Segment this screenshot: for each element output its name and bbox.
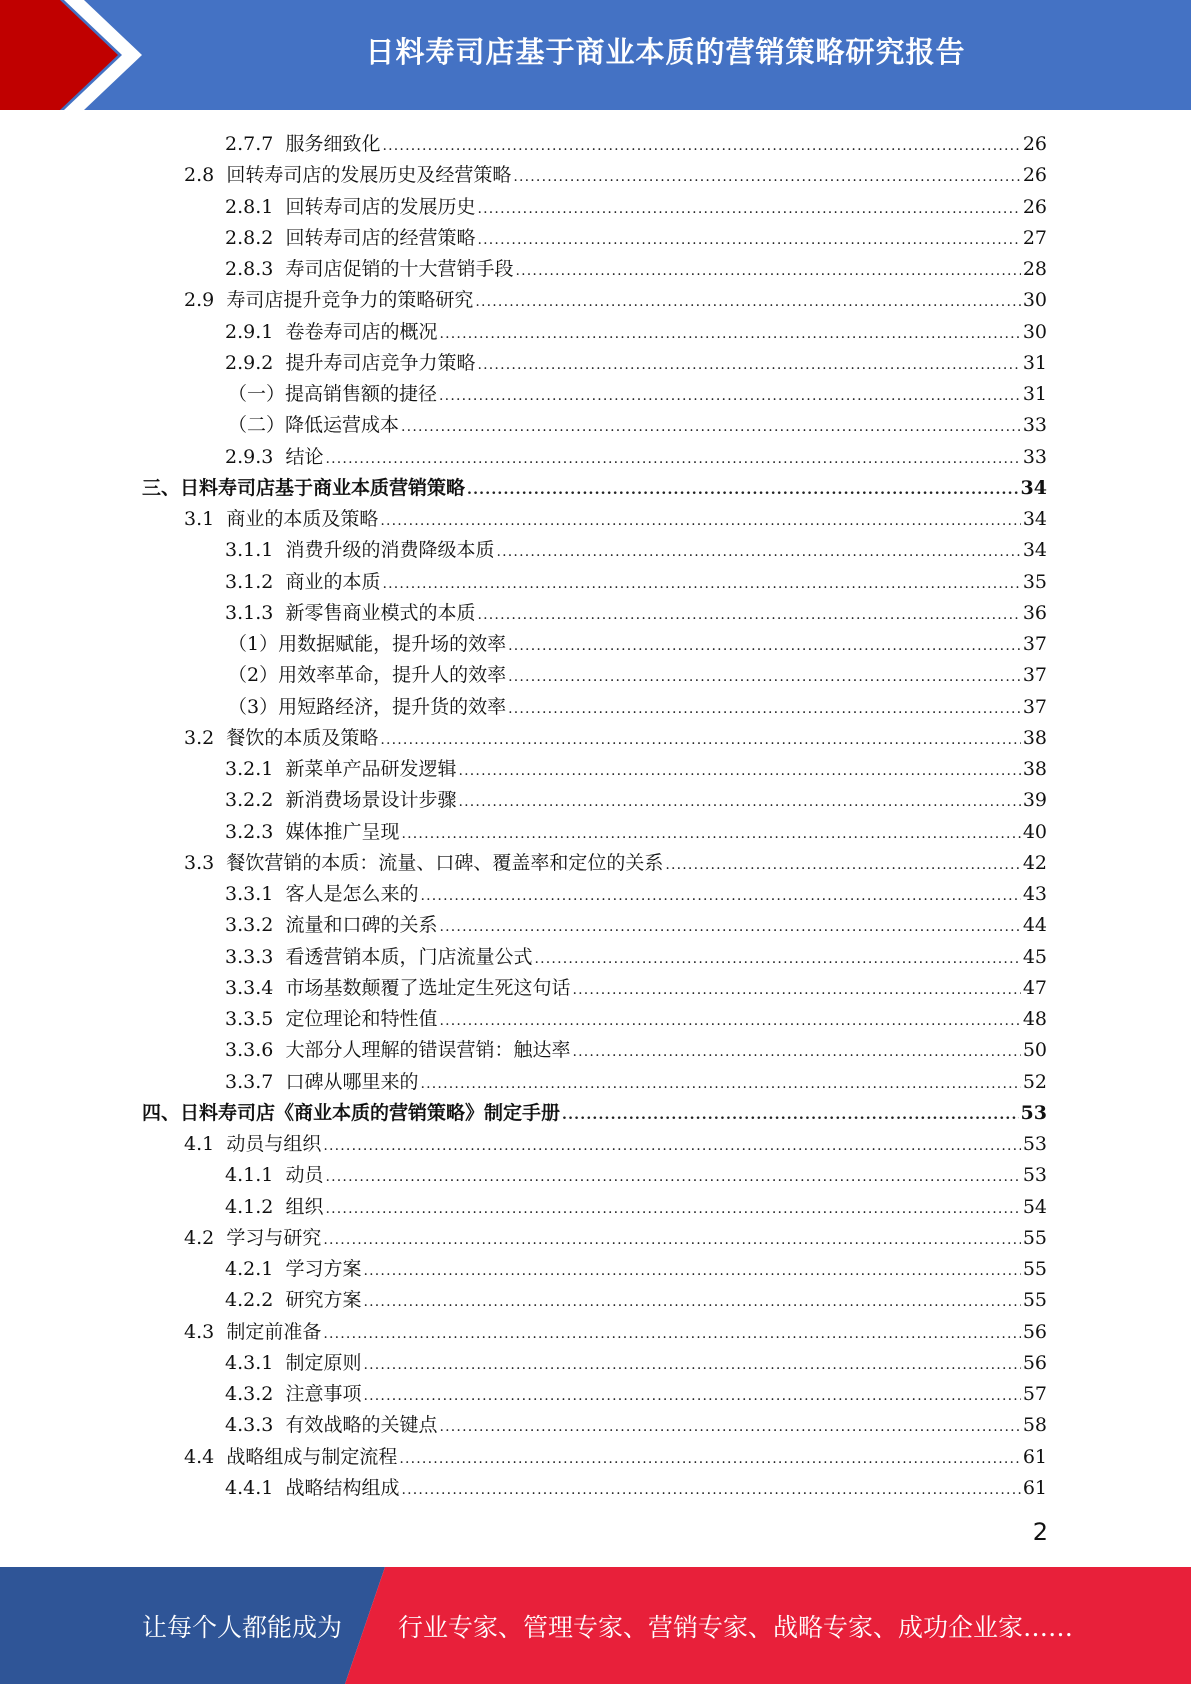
toc-entry-title: 新菜单产品研发逻辑 bbox=[285, 758, 457, 780]
toc-entry-number: 3.2.2 bbox=[225, 789, 274, 812]
toc-entry[interactable] bbox=[184, 723, 1047, 754]
toc-entry-number: 2.8.1 bbox=[225, 195, 274, 218]
toc-entry-title: 降低运营成本 bbox=[285, 414, 400, 437]
toc-entry-page: 31 bbox=[1022, 351, 1047, 374]
toc-entry[interactable] bbox=[142, 473, 1047, 504]
toc-entry-number: 3.1.2 bbox=[225, 570, 274, 593]
toc-entry[interactable] bbox=[184, 1129, 1047, 1160]
toc-dot-leader bbox=[572, 1037, 1020, 1068]
footer-slogan-list: 行业专家、管理专家、营销专家、战略专家、成功企业家…… bbox=[398, 1612, 1074, 1642]
toc-entry-page: 61 bbox=[1022, 1476, 1047, 1499]
toc-entry-page: 55 bbox=[1022, 1289, 1047, 1312]
toc-entry-number: 3.3 bbox=[184, 851, 215, 874]
toc-entry-page: 33 bbox=[1022, 445, 1047, 468]
toc-entry[interactable] bbox=[225, 192, 1047, 223]
toc-entry-title: 有效战略的关键点 bbox=[285, 1414, 438, 1437]
toc-entry-title: 回转寿司店的经营策略 bbox=[285, 226, 476, 249]
toc-entry-title: 战略结构组成 bbox=[285, 1476, 400, 1499]
toc-dot-leader bbox=[665, 850, 1020, 881]
toc-entry[interactable] bbox=[228, 410, 1047, 441]
toc-entry-number: 3.3.5 bbox=[225, 1008, 274, 1030]
toc-entry-number: 3.2.3 bbox=[225, 820, 274, 843]
toc-entry-page: 50 bbox=[1022, 1039, 1047, 1062]
toc-dot-leader bbox=[508, 631, 1021, 662]
toc-entry[interactable] bbox=[225, 942, 1047, 973]
toc-entry-page: 56 bbox=[1022, 1351, 1047, 1374]
toc-entry-title: 结论 bbox=[285, 445, 324, 468]
toc-entry-title: 餐饮营销的本质：流量、口碑、覆盖率和定位的关系 bbox=[226, 851, 664, 874]
toc-dot-leader bbox=[363, 1287, 1020, 1318]
toc-entry[interactable] bbox=[225, 317, 1047, 348]
toc-entry-number: 3.1.1 bbox=[225, 539, 274, 562]
toc-entry-number: 3.2.1 bbox=[225, 758, 274, 780]
toc-entry-page: 31 bbox=[1022, 383, 1047, 405]
toc-entry-page: 37 bbox=[1022, 695, 1047, 718]
toc-entry-page: 40 bbox=[1022, 820, 1047, 843]
toc-dot-leader bbox=[363, 1350, 1020, 1381]
toc-entry[interactable] bbox=[184, 1317, 1047, 1348]
toc-entry[interactable] bbox=[225, 1067, 1047, 1098]
toc-dot-leader bbox=[401, 819, 1020, 850]
toc-entry-number: 2.9.3 bbox=[225, 445, 274, 468]
toc-entry-page: 34 bbox=[1022, 508, 1047, 530]
toc-entry[interactable] bbox=[184, 1442, 1047, 1473]
toc-entry-number: 2.7.7 bbox=[225, 133, 274, 155]
toc-entry-number: 4.1 bbox=[184, 1133, 215, 1155]
toc-entry[interactable] bbox=[184, 504, 1047, 535]
toc-entry-title: 卷卷寿司店的概况 bbox=[285, 320, 438, 343]
toc-entry-title: 看透营销本质，门店流量公式 bbox=[285, 945, 533, 968]
toc-entry-number: （二） bbox=[228, 414, 286, 437]
toc-entry-number: 3.3.1 bbox=[225, 883, 274, 905]
toc-entry-title: 用数据赋能，提升场的效率 bbox=[278, 633, 507, 655]
toc-entry[interactable] bbox=[225, 785, 1047, 816]
toc-entry[interactable] bbox=[225, 817, 1047, 848]
toc-entry[interactable] bbox=[225, 754, 1047, 785]
toc-entry-page: 44 bbox=[1022, 914, 1047, 937]
page-footer bbox=[0, 1567, 1191, 1684]
toc-entry-title: 寿司店促销的十大营销手段 bbox=[285, 258, 514, 280]
toc-dot-leader bbox=[420, 881, 1020, 912]
toc-entry-title: 客人是怎么来的 bbox=[285, 883, 419, 905]
toc-entry-number: 4.4.1 bbox=[225, 1476, 274, 1499]
toc-entry[interactable] bbox=[225, 1160, 1047, 1191]
toc-entry-number: 4.2.2 bbox=[225, 1289, 274, 1312]
toc-entry-number: 3.3.3 bbox=[225, 945, 274, 968]
toc-entry-page: 47 bbox=[1022, 976, 1047, 999]
toc-dot-leader bbox=[475, 287, 1020, 318]
toc-entry-page: 37 bbox=[1022, 664, 1047, 687]
toc-entry-page: 26 bbox=[1022, 133, 1047, 155]
toc-dot-leader bbox=[325, 1194, 1020, 1225]
toc-entry-page: 39 bbox=[1022, 789, 1047, 812]
toc-dot-leader bbox=[380, 725, 1020, 756]
toc-entry[interactable] bbox=[225, 129, 1047, 160]
toc-entry[interactable] bbox=[225, 348, 1047, 379]
toc-entry-page: 34 bbox=[1020, 476, 1047, 499]
toc-dot-leader bbox=[382, 131, 1020, 162]
toc-entry-title: 组织 bbox=[285, 1195, 324, 1218]
toc-dot-leader bbox=[467, 475, 1019, 506]
toc-entry[interactable] bbox=[225, 535, 1047, 566]
toc-entry[interactable] bbox=[228, 379, 1047, 410]
toc-entry[interactable] bbox=[228, 660, 1047, 691]
toc-dot-leader bbox=[515, 256, 1020, 287]
toc-entry[interactable] bbox=[225, 223, 1047, 254]
toc-entry[interactable] bbox=[184, 160, 1047, 191]
toc-dot-leader bbox=[439, 319, 1020, 350]
toc-entry-number: 3.1 bbox=[184, 508, 215, 530]
toc-entry-title: 注意事项 bbox=[285, 1383, 362, 1405]
toc-dot-leader bbox=[399, 1444, 1020, 1475]
toc-entry-number: 4.2.1 bbox=[225, 1258, 274, 1280]
toc-entry-number: 4.3.1 bbox=[225, 1351, 274, 1374]
toc-entry-page: 38 bbox=[1022, 758, 1047, 780]
toc-entry-number: 3.3.2 bbox=[225, 914, 274, 937]
toc-entry[interactable] bbox=[184, 1223, 1047, 1254]
toc-entry-title: 服务细致化 bbox=[285, 133, 381, 155]
footer-slogan-lead: 让每个人都能成为 bbox=[142, 1612, 343, 1642]
toc-entry[interactable] bbox=[225, 879, 1047, 910]
toc-entry-title: 寿司店提升竞争力的策略研究 bbox=[226, 289, 474, 312]
toc-entry[interactable] bbox=[142, 1098, 1047, 1129]
toc-entry-title: 餐饮的本质及策略 bbox=[226, 726, 379, 749]
toc-entry[interactable] bbox=[225, 567, 1047, 598]
toc-dot-leader bbox=[513, 162, 1020, 193]
toc-entry-number: 4.2 bbox=[184, 1226, 215, 1249]
toc-entry-number: （2） bbox=[228, 664, 279, 687]
toc-dot-leader bbox=[439, 912, 1020, 943]
toc-entry-title: 大部分人理解的错误营销：触达率 bbox=[285, 1039, 571, 1062]
toc-entry-page: 26 bbox=[1022, 164, 1047, 187]
toc-entry-number: 3.3.6 bbox=[225, 1039, 274, 1062]
toc-dot-leader bbox=[439, 381, 1021, 412]
toc-dot-leader bbox=[325, 1162, 1020, 1193]
toc-entry-page: 28 bbox=[1022, 258, 1047, 280]
toc-entry-number: 4.3.2 bbox=[225, 1383, 274, 1405]
toc-entry-title: 动员 bbox=[285, 1164, 324, 1187]
toc-dot-leader bbox=[508, 694, 1021, 725]
toc-entry-number: （一） bbox=[228, 383, 286, 405]
document-title: 日料寿司店基于商业本质的营销策略研究报告 bbox=[365, 34, 966, 69]
toc-entry-number: 2.9.1 bbox=[225, 320, 274, 343]
toc-entry-page: 42 bbox=[1022, 851, 1047, 874]
toc-entry-page: 54 bbox=[1022, 1195, 1047, 1218]
toc-entry-title: 学习方案 bbox=[285, 1258, 362, 1280]
toc-entry-page: 58 bbox=[1022, 1414, 1047, 1437]
toc-dot-leader bbox=[439, 1006, 1020, 1037]
toc-entry-title: 研究方案 bbox=[285, 1289, 362, 1312]
toc-entry-title: 动员与组织 bbox=[226, 1133, 322, 1155]
toc-entry-number: 2.9.2 bbox=[225, 351, 274, 374]
toc-entry-number: 3.1.3 bbox=[225, 601, 274, 624]
toc-entry-title: 媒体推广呈现 bbox=[285, 820, 400, 843]
toc-dot-leader bbox=[439, 1412, 1020, 1443]
toc-entry-number: （1） bbox=[228, 633, 279, 655]
toc-entry-title: 新消费场景设计步骤 bbox=[285, 789, 457, 812]
toc-entry[interactable] bbox=[225, 1379, 1047, 1410]
toc-entry-title: 新零售商业模式的本质 bbox=[285, 601, 476, 624]
toc-entry-title: 提升寿司店竞争力策略 bbox=[285, 351, 476, 374]
toc-dot-leader bbox=[508, 662, 1021, 693]
toc-entry-page: 27 bbox=[1022, 226, 1047, 249]
toc-entry[interactable] bbox=[225, 442, 1047, 473]
toc-entry[interactable] bbox=[225, 254, 1047, 285]
toc-dot-leader bbox=[325, 444, 1020, 475]
toc-entry[interactable] bbox=[228, 629, 1047, 660]
toc-entry[interactable] bbox=[228, 692, 1047, 723]
toc-dot-leader bbox=[496, 537, 1020, 568]
toc-entry[interactable] bbox=[225, 1192, 1047, 1223]
toc-entry-number: 4.1.2 bbox=[225, 1195, 274, 1218]
toc-entry-page: 61 bbox=[1022, 1445, 1047, 1468]
toc-entry-number: 2.8.3 bbox=[225, 258, 274, 280]
toc-entry[interactable] bbox=[184, 848, 1047, 879]
toc-entry-title: 口碑从哪里来的 bbox=[285, 1070, 419, 1093]
toc-entry-number: 2.8.2 bbox=[225, 226, 274, 249]
toc-entry-title: 用短路经济，提升货的效率 bbox=[278, 695, 507, 718]
toc-entry[interactable] bbox=[225, 1004, 1047, 1035]
toc-entry-number: 4.3.3 bbox=[225, 1414, 274, 1437]
toc-entry-title: 提高销售额的捷径 bbox=[285, 383, 438, 405]
toc-entry-page: 34 bbox=[1022, 539, 1047, 562]
toc-dot-leader bbox=[458, 756, 1020, 787]
toc-entry[interactable] bbox=[225, 598, 1047, 629]
toc-entry-number: 2.8 bbox=[184, 164, 215, 187]
toc-entry-number: 4.4 bbox=[184, 1445, 215, 1468]
toc-entry[interactable] bbox=[184, 285, 1047, 316]
toc-entry-number: 3.3.4 bbox=[225, 976, 274, 999]
toc-dot-leader bbox=[382, 569, 1020, 600]
toc-entry-title: 学习与研究 bbox=[226, 1226, 322, 1249]
toc-entry-title: 回转寿司店的发展历史 bbox=[285, 195, 476, 218]
toc-entry-title: 用效率革命，提升人的效率 bbox=[278, 664, 507, 687]
page-number: 2 bbox=[1032, 1518, 1048, 1546]
toc-entry-title: 制定前准备 bbox=[226, 1320, 322, 1343]
toc-dot-leader bbox=[477, 600, 1020, 631]
toc-dot-leader bbox=[477, 225, 1020, 256]
toc-dot-leader bbox=[420, 1069, 1020, 1100]
toc-entry[interactable] bbox=[225, 1035, 1047, 1066]
toc-dot-leader bbox=[458, 787, 1020, 818]
toc-dot-leader bbox=[380, 506, 1020, 537]
toc-entry-title: 商业的本质 bbox=[285, 570, 381, 593]
toc-entry-page: 53 bbox=[1022, 1133, 1047, 1155]
toc-entry-page: 45 bbox=[1022, 945, 1047, 968]
toc-dot-leader bbox=[401, 412, 1021, 443]
toc-entry-number: 4.1.1 bbox=[225, 1164, 274, 1187]
toc-entry-title: 商业的本质及策略 bbox=[226, 508, 379, 530]
toc-entry[interactable] bbox=[225, 910, 1047, 941]
toc-entry[interactable] bbox=[225, 973, 1047, 1004]
toc-entry-page: 53 bbox=[1022, 1164, 1047, 1187]
page-header bbox=[0, 0, 1191, 110]
toc-entry-page: 53 bbox=[1020, 1101, 1047, 1124]
toc-entry-number: 3.3.7 bbox=[225, 1070, 274, 1093]
toc-entry[interactable] bbox=[225, 1254, 1047, 1285]
toc-entry-title: 定位理论和特性值 bbox=[285, 1008, 438, 1030]
toc-entry-page: 26 bbox=[1022, 195, 1047, 218]
toc-dot-leader bbox=[323, 1319, 1020, 1350]
toc-entry-number: （3） bbox=[228, 695, 279, 718]
toc-entry-page: 36 bbox=[1022, 601, 1047, 624]
toc-entry[interactable] bbox=[225, 1348, 1047, 1379]
toc-entry-number: 2.9 bbox=[184, 289, 215, 312]
toc-entry-page: 43 bbox=[1022, 883, 1047, 905]
toc-dot-leader bbox=[363, 1256, 1020, 1287]
toc-entry-title: 消费升级的消费降级本质 bbox=[285, 539, 495, 562]
toc-entry-page: 30 bbox=[1022, 320, 1047, 343]
toc-entry-page: 37 bbox=[1022, 633, 1047, 655]
toc-entry-number: 3.2 bbox=[184, 726, 215, 749]
header-chevron-decoration bbox=[0, 0, 160, 110]
toc-entry-page: 55 bbox=[1022, 1226, 1047, 1249]
toc-entry-title: 日料寿司店《商业本质的营销策略》制定手册 bbox=[180, 1101, 561, 1124]
toc-dot-leader bbox=[562, 1100, 1019, 1131]
toc-entry-page: 55 bbox=[1022, 1258, 1047, 1280]
toc-entry-page: 38 bbox=[1022, 726, 1047, 749]
toc-entry-title: 战略组成与制定流程 bbox=[226, 1445, 398, 1468]
toc-dot-leader bbox=[401, 1475, 1020, 1506]
toc-entry-title: 制定原则 bbox=[285, 1351, 362, 1374]
toc-entry-number: 4.3 bbox=[184, 1320, 215, 1343]
toc-dot-leader bbox=[477, 350, 1020, 381]
toc-entry[interactable] bbox=[225, 1410, 1047, 1441]
toc-dot-leader bbox=[477, 194, 1020, 225]
toc-entry-page: 33 bbox=[1022, 414, 1047, 437]
toc-entry-page: 52 bbox=[1022, 1070, 1047, 1093]
toc-entry-page: 30 bbox=[1022, 289, 1047, 312]
toc-entry[interactable] bbox=[225, 1473, 1047, 1504]
toc-dot-leader bbox=[534, 944, 1020, 975]
toc-entry-title: 回转寿司店的发展历史及经营策略 bbox=[226, 164, 512, 187]
toc-dot-leader bbox=[572, 975, 1020, 1006]
toc-entry[interactable] bbox=[225, 1285, 1047, 1316]
toc-dot-leader bbox=[363, 1381, 1020, 1412]
toc-entry-page: 56 bbox=[1022, 1320, 1047, 1343]
toc-entry-title: 流量和口碑的关系 bbox=[285, 914, 438, 937]
toc-entry-page: 48 bbox=[1022, 1008, 1047, 1030]
toc-entry-title: 日料寿司店基于商业本质营销策略 bbox=[180, 476, 466, 499]
toc-entry-number: 三、 bbox=[142, 476, 181, 499]
toc-dot-leader bbox=[323, 1225, 1020, 1256]
toc-entry-page: 57 bbox=[1022, 1383, 1047, 1405]
toc-entry-title: 市场基数颠覆了选址定生死这句话 bbox=[285, 976, 571, 999]
toc-entry-page: 35 bbox=[1022, 570, 1047, 593]
toc-dot-leader bbox=[323, 1131, 1020, 1162]
toc-entry-number: 四、 bbox=[142, 1101, 181, 1124]
